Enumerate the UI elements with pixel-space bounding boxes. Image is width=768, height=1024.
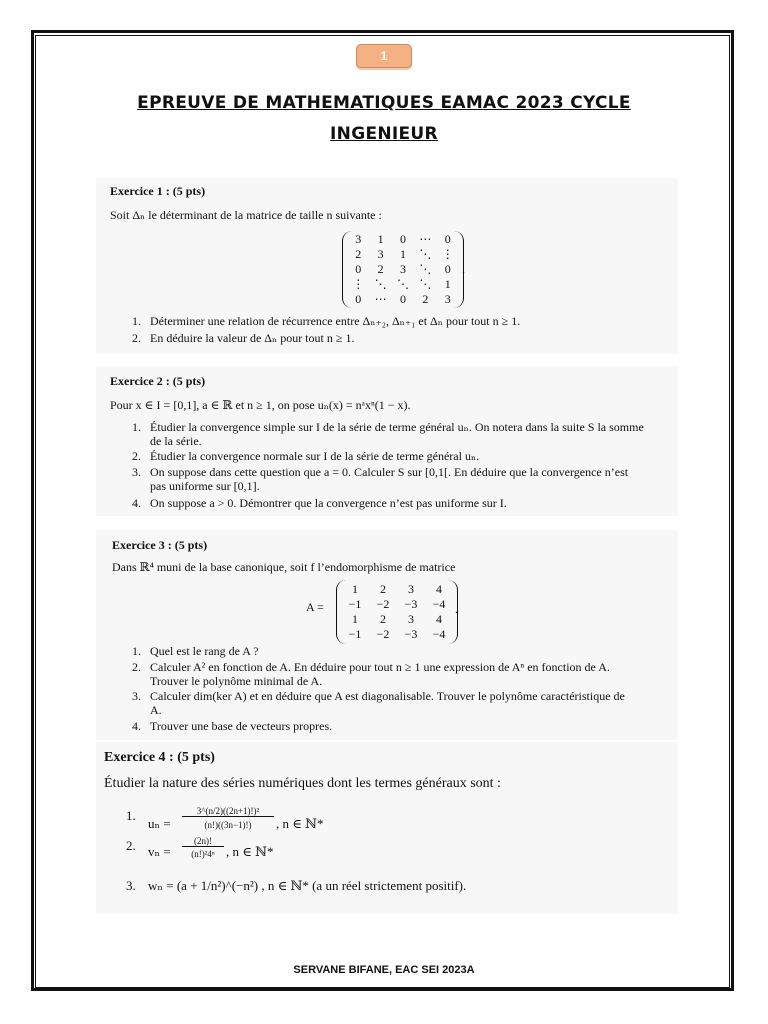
exercise-4-intro: Étudier la nature des séries numériques dont les termes généraux sont : — [104, 776, 501, 791]
matrix-delta-n-entry: ⋱ — [419, 247, 432, 261]
exercise-1-title: Exercice 1 : (5 pts) — [110, 184, 206, 198]
exercise-3-title: Exercice 3 : (5 pts) — [112, 538, 208, 552]
matrix-delta-n-suffix: . — [462, 262, 465, 276]
matrix-a-entry: 1 — [352, 582, 358, 596]
matrix-a-entry: −4 — [432, 597, 446, 611]
matrix-delta-n-entry: ⋮ — [352, 277, 365, 291]
matrix-delta-n-entry: 1 — [377, 232, 384, 246]
exercise-3-intro: Dans ℝ⁴ muni de la base canonique, soit f l’endomorphisme de matrice — [112, 560, 456, 574]
matrix-delta-n-entry: ⋱ — [419, 262, 432, 276]
footer-author: SERVANE BIFANE, EAC SEI 2023A — [293, 964, 475, 976]
title-line-1: EPREUVE DE MATHEMATIQUES EAMAC 2023 CYCLE — [137, 93, 631, 113]
exercise-2-title: Exercice 2 : (5 pts) — [110, 374, 206, 388]
matrix-a — [336, 580, 458, 644]
page-number-badge: 1 — [356, 44, 412, 68]
exercise-4-title: Exercice 4 : (5 pts) — [104, 750, 215, 765]
exercise-1-intro: Soit Δₙ le déterminant de la matrice de taille n suivante : — [110, 208, 382, 222]
exercise-3: Exercice 3 : (5 pts) Dans ℝ⁴ muni de la base canonique, soit f l’endomorphisme de matrice A = 1 2 3 4 −1 −2 −3 −4 1 2 3 4 −1 −2 −3 −4 . 1. Quel est le rang de A ? 2. Calculer A² en fonction de A. En déduire pour tout n ≥ 1 une expression de Aⁿ en fonction de A. Trouver le polynôme minimal de A. 3. Calculer dim(ker A) et en déduire que A est diagonalisable. Trouver le polynôme caractéristique de A. 4. Trouver une base de vecteurs propres. — [96, 530, 678, 740]
matrix-a-entry: 2 — [380, 582, 386, 596]
matrix-delta-n-entry: ⋱ — [374, 277, 387, 291]
matrix-a-entry: 4 — [436, 612, 442, 626]
matrix-a-entry: −2 — [376, 597, 390, 611]
matrix-a-entry: −3 — [404, 627, 418, 641]
matrix-a-entry: −2 — [376, 627, 390, 641]
matrix-delta-n-entry: 0 — [444, 262, 451, 276]
matrix-a-suffix: . — [455, 602, 458, 616]
matrix-a-entry: 3 — [408, 582, 414, 596]
matrix-delta-n-entry: 1 — [399, 247, 406, 261]
matrix-delta-n-entry: 0 — [444, 232, 451, 246]
matrix-delta-n-entry: ⋱ — [419, 277, 432, 291]
matrix-a-entry: −1 — [348, 627, 362, 641]
matrix-delta-n-entry: ⋮ — [441, 247, 454, 261]
exercise-2-intro: Pour x ∈ I = [0,1], a ∈ ℝ et n ≥ 1, on pose uₙ(x) = nᵃxⁿ(1 − x). — [110, 398, 411, 412]
matrix-a-entry: 3 — [408, 612, 414, 626]
matrix-delta-n-entry: 0 — [355, 262, 362, 276]
exercise-4: Exercice 4 : (5 pts) Étudier la nature des séries numériques dont les termes généraux sont : 1. uₙ = 3^(n/2)((2n+1)!)² (n!)((3n−1)!) , n ∈ ℕ* 2. vₙ = (2n)! (n!)²4ⁿ , n ∈ ℕ* 3. wₙ = (a + 1/n²)^(−n²) , n ∈ ℕ* (a un réel strictement positif). — [96, 742, 678, 914]
matrix-delta-n-entry: ⋱ — [396, 277, 409, 291]
matrix-delta-n-entry: 3 — [399, 262, 406, 276]
title-line-2: INGENIEUR — [330, 124, 438, 144]
matrix-delta-n-entry: ⋯ — [419, 232, 432, 246]
matrix-a-entry: −3 — [404, 597, 418, 611]
matrix-delta-n-entry: 2 — [355, 247, 362, 261]
matrix-delta-n-entry: 2 — [377, 262, 384, 276]
matrix-delta-n-entry: 0 — [399, 232, 406, 246]
matrix-delta-n-entry: 1 — [444, 277, 451, 291]
matrix-a-entry: 2 — [380, 612, 386, 626]
matrix-delta-n-entry: 0 — [355, 292, 362, 306]
matrix-a-entry: 4 — [436, 582, 442, 596]
matrix-a-entry: −4 — [432, 627, 446, 641]
matrix-a-entry: −1 — [348, 597, 362, 611]
exercise-1: Exercice 1 : (5 pts) Soit Δₙ le déterminant de la matrice de taille n suivante : 3 1 0 ⋯ 0 2 3 1 ⋱ ⋮ 0 2 3 ⋱ 0 ⋮ ⋱ ⋱ ⋱ 1 0 ⋯ 0 2 3 . 1. Déterminer une relation de récurrence entre Δₙ₊₂, Δₙ₊₁ et Δₙ pour tout n ≥ 1. 2. En déduire la valeur de Δₙ pour tout n ≥ 1. — [96, 178, 678, 354]
matrix-delta-n-entry: 3 — [355, 232, 362, 246]
matrix-a-entry: 1 — [352, 612, 358, 626]
matrix-delta-n-entry: 0 — [399, 292, 406, 306]
matrix-delta-n-entry: 3 — [377, 247, 384, 261]
matrix-delta-n-entry: 3 — [444, 292, 451, 306]
matrix-delta-n-entry: ⋯ — [374, 292, 387, 306]
matrix-delta-n-entry: 2 — [422, 292, 429, 306]
page-title — [100, 88, 668, 150]
matrix-a-label: A = — [306, 600, 324, 614]
exercise-2: Exercice 2 : (5 pts) Pour x ∈ I = [0,1], a ∈ ℝ et n ≥ 1, on pose uₙ(x) = nᵃxⁿ(1 − x). 1. Étudier la convergence simple sur I de la série de terme général uₙ. On notera dans la suite S la somme de la série. 2. Étudier la convergence normale sur I de la série de terme général uₙ. 3. On suppose dans cette question que a = 0. Calculer S sur [0,1[. En déduire que la convergence n’est pas uniforme sur [0,1]. 4. On suppose a > 0. Démontrer que la convergence n’est pas uniforme sur I. — [96, 366, 678, 516]
matrix-delta-n — [342, 231, 464, 308]
